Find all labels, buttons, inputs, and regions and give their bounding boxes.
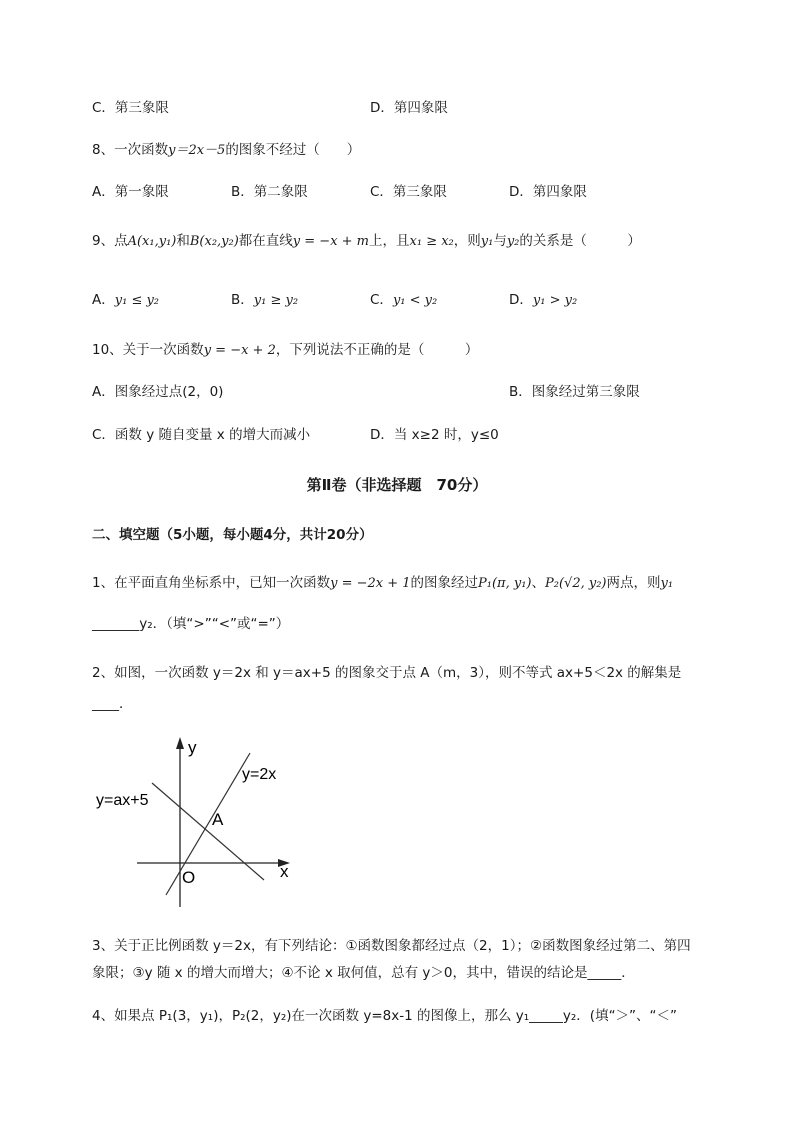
q10-option-b: B．图象经过第三象限	[509, 384, 640, 400]
part-2-title: 第Ⅱ卷（非选择题 70分）	[306, 476, 488, 494]
fill-question-3-line-2: 象限；③y 随 x 的增大而增大；④不论 x 取何值，总有 y＞0，其中，错误的结论是_____．	[92, 965, 635, 981]
q9-suffix: 的关系是（ ）	[519, 233, 641, 249]
f1-suffix: 两点，则	[606, 575, 661, 591]
line-y-ax-plus-5-label: y=ax+5	[96, 792, 149, 809]
f1-prefix: 1、在平面直角坐标系中，已知一次函数	[92, 575, 331, 591]
line-y-ax-plus-5	[152, 783, 264, 880]
q9-mid2: 都在直线	[238, 233, 293, 249]
f1-sep: 、	[531, 575, 545, 591]
q9-mid1: 和	[176, 233, 190, 249]
q10-suffix: ，下列说法不正确的是（ ）	[275, 342, 479, 358]
q9-option-d: D．y₁ > y₂	[509, 292, 578, 308]
q9-condition: x₁ ≥ x₂	[409, 234, 454, 249]
point-a-label: A	[212, 810, 224, 829]
q8-option-b: B．第二象限	[231, 184, 308, 200]
q9-prefix: 9、点	[92, 233, 128, 249]
q9-line: y = −x + m	[292, 234, 370, 249]
fill-question-4: 4、如果点 P₁(3，y₁)，P₂(2，y₂)在一次函数 y=8x-1 的图像上，那么 y₁_____y₂．(填“＞”、“＜”	[92, 1008, 678, 1024]
q8-suffix: 的图象不经过（ ）	[225, 142, 361, 158]
function-graph	[92, 735, 332, 915]
q10-option-c: C．函数 y 随自变量 x 的增大而减小	[92, 427, 311, 443]
y-axis-label: y	[188, 738, 197, 757]
fill-question-2: 2、如图，一次函数 y＝2x 和 y＝ax+5 的图象交于点 A（m，3），则不等式 ax+5＜2x 的解集是	[92, 665, 682, 681]
fill-question-1-line-2: _______y₂．（填“>”“<”或“=”）	[92, 616, 290, 632]
fill-question-1	[92, 573, 673, 594]
q9-y1: y₁	[480, 234, 494, 249]
question-8	[92, 140, 360, 161]
x-axis-label: x	[280, 862, 289, 881]
q8-formula: y＝2x－5	[168, 143, 226, 158]
section-heading: 二、填空题（5小题，每小题4分，共计20分）	[92, 527, 373, 543]
fill-question-2-line-2: ____．	[92, 696, 133, 712]
q7-option-d: D．第四象限	[370, 100, 448, 116]
q10-option-a: A．图象经过点(2，0)	[92, 384, 224, 400]
q7-option-c: C．第三象限	[92, 100, 169, 116]
q9-point-a: A(x₁,y₁)	[127, 234, 177, 249]
f1-formula: y = −2x + 1	[330, 576, 411, 591]
q10-prefix: 10、关于一次函数	[92, 342, 204, 358]
origin-label: O	[182, 868, 196, 887]
q10-formula: y = −x + 2	[203, 343, 276, 358]
q9-mid3: 上，且	[369, 233, 410, 249]
y-axis-arrow	[176, 737, 184, 749]
q9-option-c: C．y₁ < y₂	[370, 292, 438, 308]
line-y-2x	[166, 753, 250, 895]
q9-option-a: A．y₁ ≤ y₂	[92, 292, 160, 308]
q9-option-b: B．y₁ ≥ y₂	[231, 292, 299, 308]
q8-option-d: D．第四象限	[509, 184, 587, 200]
q8-prefix: 8、一次函数	[92, 142, 169, 158]
f1-y1: y₁	[660, 576, 674, 591]
q10-option-d: D．当 x≥2 时，y≤0	[370, 427, 499, 443]
q8-option-a: A．第一象限	[92, 184, 169, 200]
q9-y2: y₂	[506, 234, 520, 249]
q8-option-c: C．第三象限	[370, 184, 447, 200]
q9-mid5: 与	[493, 233, 507, 249]
question-9	[92, 231, 641, 252]
question-10	[92, 340, 478, 361]
f1-mid: 的图象经过	[410, 575, 479, 591]
q9-mid4: ，则	[453, 233, 481, 249]
f1-point-1: P₁(π, y₁)	[478, 576, 532, 591]
line-y-2x-label: y=2x	[242, 766, 277, 783]
q9-point-b: B(x₂,y₂)	[189, 234, 239, 249]
fill-question-3: 3、关于正比例函数 y＝2x，有下列结论：①函数图象都经过点（2，1）；②函数图象经过第二、第四	[92, 938, 691, 954]
f1-point-2: P₂(√2, y₂)	[545, 576, 607, 591]
